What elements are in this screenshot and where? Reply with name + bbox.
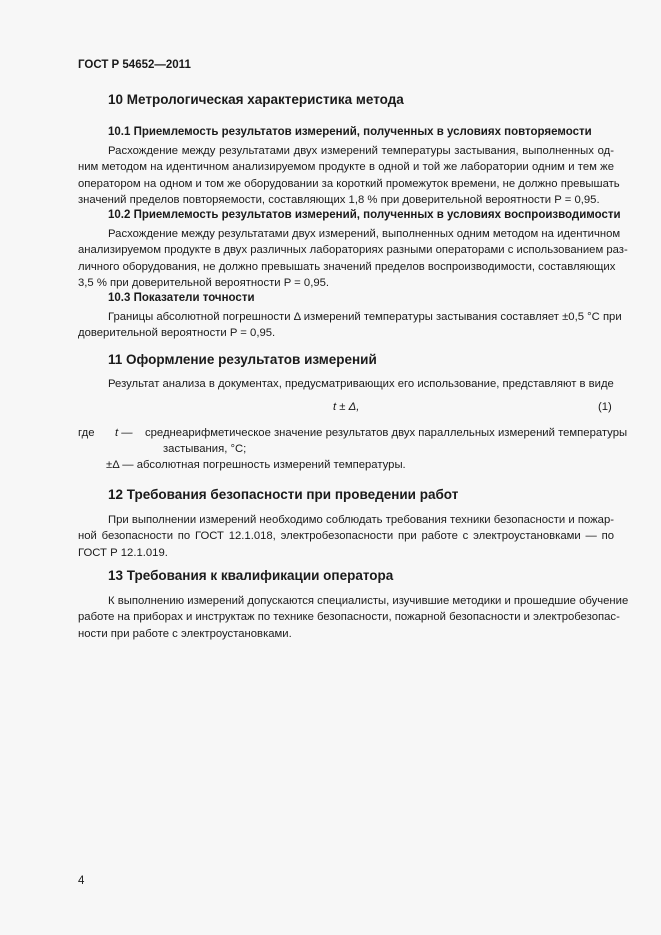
text-line: К выполнению измерений допускаются специалисты, изучившие методики и прошедшие обучение (108, 595, 629, 607)
section-10-1-title: 10.1 Приемлемость результатов измерений, полученных в условиях повторяемости (108, 126, 592, 138)
text-line: Расхождение между результатами двух измерений температуры застывания, выполненных од- (108, 145, 614, 157)
section-10-2-text (78, 226, 628, 291)
definition-text: среднеарифметическое значение результатов двух параллельных измерений температуры (145, 427, 628, 439)
page-number: 4 (78, 875, 85, 887)
section-11-intro: Результат анализа в документах, предусматривающих его использование, представляют в виде (108, 378, 614, 390)
text-line: значений пределов повторяемости, составляющих 1,8 % при доверительной вероятности P = 0,95. (78, 193, 600, 206)
text-line: ности при работе с электроустановками. (78, 627, 292, 640)
section-10-1-text (78, 143, 620, 208)
text-line: доверительной вероятности P = 0,95. (78, 327, 276, 340)
text-line: ной безопасности по ГОСТ 12.1.018, электробезопасности при работе с электроустановками — по (78, 530, 614, 543)
section-10-3-text (78, 309, 622, 342)
section-10-2-title: 10.2 Приемлемость результатов измерений, полученных в условиях воспроизводимости (108, 209, 621, 221)
section-13-text (78, 593, 629, 642)
text-line: ГОСТ Р 12.1.019. (78, 546, 168, 559)
text-line: оператором на одном и том же оборудовании за короткий промежуток времени, не должно превышать (78, 177, 620, 190)
formula-number: (1) (598, 401, 612, 413)
where-label: где (78, 427, 95, 439)
text-line: анализируемом продукте в двух различных лабораториях разными операторами с использованием раз- (78, 244, 628, 257)
text-line: личного оборудования, не должно превышать значений пределов воспроизводимости, составляющих (78, 260, 616, 273)
formula: t ± Δ, (333, 401, 360, 413)
text-line: ним методом на идентичном анализируемом продукте в одной и той же лаборатории одним и тем же (78, 161, 614, 174)
definition-delta: ±Δ — абсолютная погрешность измерений температуры. (106, 459, 406, 471)
document-code: ГОСТ Р 54652—2011 (78, 59, 191, 71)
definition-text-cont: застывания, °С; (163, 443, 247, 455)
definition-symbol: t — (115, 427, 133, 439)
section-11-title: 11 Оформление результатов измерений (108, 352, 377, 367)
text-line: 3,5 % при доверительной вероятности P = 0,95. (78, 276, 330, 289)
section-13-title: 13 Требования к квалификации оператора (108, 568, 394, 583)
section-12-title: 12 Требования безопасности при проведении работ (108, 487, 459, 502)
text-line: Расхождение между результатами двух измерений, выполненных одним методом на идентичном (108, 228, 621, 240)
text-line: При выполнении измерений необходимо соблюдать требования техники безопасности и пожар- (108, 514, 614, 526)
text-line: работе на приборах и инструктаж по технике безопасности, пожарной безопасности и электробезопас- (78, 611, 620, 624)
section-10-title: 10 Метрологическая характеристика метода (108, 92, 404, 107)
section-10-3-title: 10.3 Показатели точности (108, 292, 255, 304)
text-line: Границы абсолютной погрешности Δ измерений температуры застывания составляет ±0,5 °С при (108, 311, 622, 323)
section-12-text (78, 512, 614, 561)
